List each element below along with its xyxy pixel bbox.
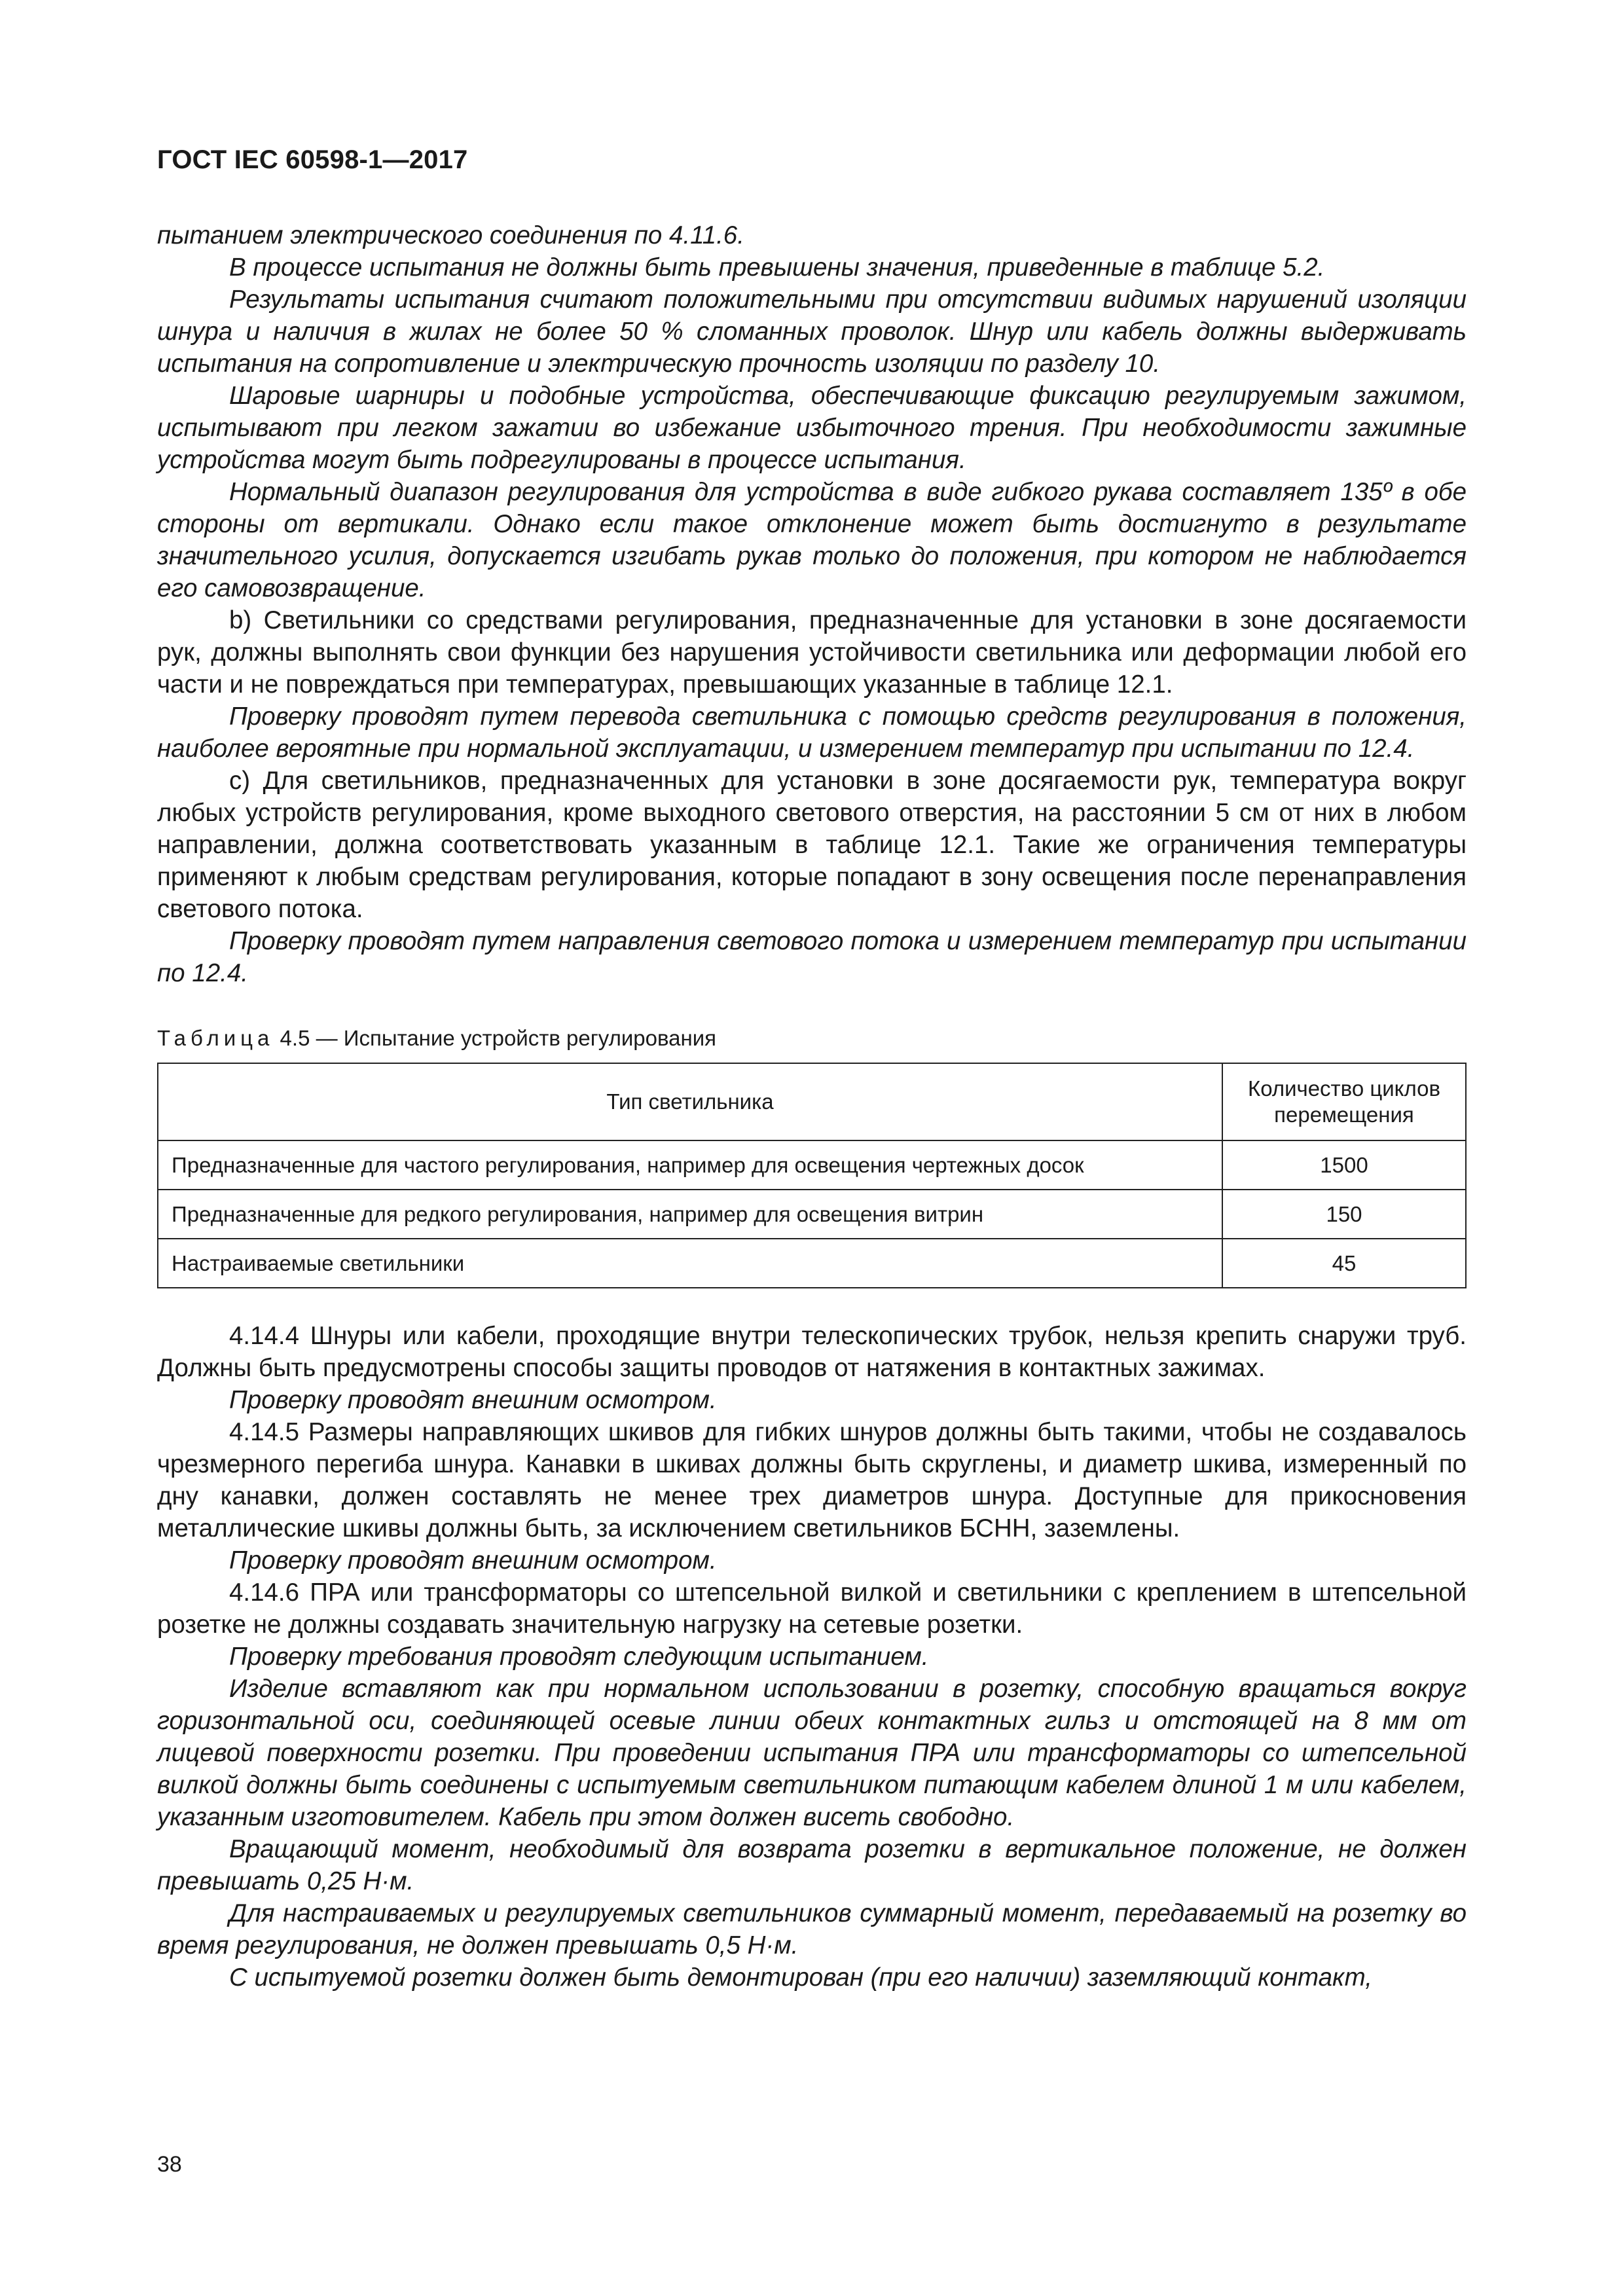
- paragraph: В процессе испытания не должны быть превышены значения, приведенные в таблице 5.2.: [229, 253, 1325, 282]
- table-caption-text: 4.5 — Испытание устройств регулирования: [274, 1026, 717, 1050]
- paragraph: Нормальный диапазон регулирования для устройства в виде гибкого рукава составляет 135º в обе стороны от вертикали. Однако если такое отклонение может быть достигнуто в результате значительного усилия, допускается изгибать рукав только до положения, при котором не наблюдается его самовозвращение.: [157, 478, 1467, 602]
- table-row: [158, 1140, 1466, 1190]
- table-caption: [157, 1025, 1467, 1052]
- luminaire-type-cell: Настраиваемые светильники: [158, 1239, 1222, 1288]
- paragraph: 4.14.5 Размеры направляющих шкивов для гибких шнуров должны быть такими, чтобы не создавалось чрезмерного перегиба шнура. Канавки в шкивах должны быть скруглены, и диаметр шкива, измеренный по дну канавки, должен составлять не менее трех диаметров шнура. Доступные для прикосновения металлические шкивы должны быть, за исключением светильников БСНН, заземлены.: [157, 1418, 1467, 1542]
- paragraph: b) Светильники со средствами регулирования, предназначенные для установки в зоне досягаемости рук, должны выполнять свои функции без нарушения устойчивости светильника или деформации любой его части и не повреждаться при температурах, превышающих указанные в таблице 12.1.: [157, 606, 1467, 699]
- table-row: [158, 1239, 1466, 1288]
- header-cycle-count: Количество циклов перемещения: [1222, 1063, 1466, 1140]
- adjustment-test-table: [157, 1063, 1467, 1288]
- cycle-count-cell: 45: [1222, 1239, 1466, 1288]
- paragraph: Проверку проводят путем перевода светильника с помощью средств регулирования в положения, наиболее вероятные при нормальной эксплуатации, и измерением температур при испытании по 12.4.: [157, 702, 1467, 763]
- paragraph: Шаровые шарниры и подобные устройства, обеспечивающие фиксацию регулируемым зажимом, испытывают при легком зажатии во избежание избыточного трения. При необходимости зажимные устройства могут быть подрегулированы в процессе испытания.: [157, 382, 1467, 474]
- paragraph: пытанием электрического соединения по 4.11.6.: [157, 221, 744, 249]
- table-row: [158, 1190, 1466, 1239]
- paragraph: Для настраиваемых и регулируемых светильников суммарный момент, передаваемый на розетку во время регулирования, не должен превышать 0,5 Н·м.: [157, 1899, 1467, 1959]
- paragraph: С испытуемой розетки должен быть демонтирован (при его наличии) заземляющий контакт,: [229, 1963, 1372, 1992]
- paragraph: Изделие вставляют как при нормальном использовании в розетку, способную вращаться вокруг горизонтальной оси, соединяющей осевые линии обеих контактных гильз и отстоящей на 8 мм от лицевой поверхности розетки. При проведении испытания ПРА или трансформаторы со штепсельной вилкой должны быть соединены с испытуемым светильником питающим кабелем длиной 1 м или кабелем, указанным изготовителем. Кабель при этом должен висеть свободно.: [157, 1675, 1467, 1831]
- cycle-count-cell: 1500: [1222, 1140, 1466, 1190]
- paragraph: 4.14.4 Шнуры или кабели, проходящие внутри телескопических трубок, нельзя крепить снаружи труб. Должны быть предусмотрены способы защиты проводов от натяжения в контактных зажимах.: [157, 1322, 1467, 1382]
- paragraph: с) Для светильников, предназначенных для установки в зоне досягаемости рук, температура вокруг любых устройств регулирования, кроме выходного светового отверстия, на расстоянии 5 см от них в любом направлении, должна соответствовать указанным в таблице 12.1. Такие же ограничения температуры применяют к любым средствам регулирования, которые попадают в зону освещения после перенаправления светового потока.: [157, 767, 1467, 923]
- page-number: 38: [157, 2152, 182, 2177]
- paragraph: Проверку требования проводят следующим испытанием.: [229, 1643, 929, 1671]
- table-header-row: [158, 1063, 1466, 1140]
- body-text: [157, 219, 1467, 1994]
- cycle-count-cell: 150: [1222, 1190, 1466, 1239]
- standard-header: ГОСТ IEC 60598-1—2017: [157, 145, 468, 174]
- paragraph: Проверку проводят внешним осмотром.: [229, 1546, 717, 1575]
- luminaire-type-cell: Предназначенные для частого регулирования, например для освещения чертежных досок: [158, 1140, 1222, 1190]
- paragraphs-after-table: [157, 1320, 1467, 1994]
- table-caption-label: Таблица: [157, 1026, 274, 1050]
- paragraph: Результаты испытания считают положительными при отсутствии видимых нарушений изоляции шнура и наличия в жилах не более 50 % сломанных проволок. Шнур или кабель должны выдерживать испытания на сопротивление и электрическую прочность изоляции по разделу 10.: [157, 285, 1467, 378]
- paragraph: Вращающий момент, необходимый для возврата розетки в вертикальное положение, не должен превышать 0,25 Н·м.: [157, 1835, 1467, 1895]
- paragraph: 4.14.6 ПРА или трансформаторы со штепсельной вилкой и светильники с креплением в штепсельной розетке не должны создавать значительную нагрузку на сетевые розетки.: [157, 1578, 1467, 1639]
- paragraph: Проверку проводят внешним осмотром.: [229, 1386, 717, 1414]
- luminaire-type-cell: Предназначенные для редкого регулирования, например для освещения витрин: [158, 1190, 1222, 1239]
- header-luminaire-type: Тип светильника: [158, 1063, 1222, 1140]
- paragraph: Проверку проводят путем направления светового потока и измерением температур при испытании по 12.4.: [157, 927, 1467, 987]
- paragraphs-before-table: [157, 219, 1467, 989]
